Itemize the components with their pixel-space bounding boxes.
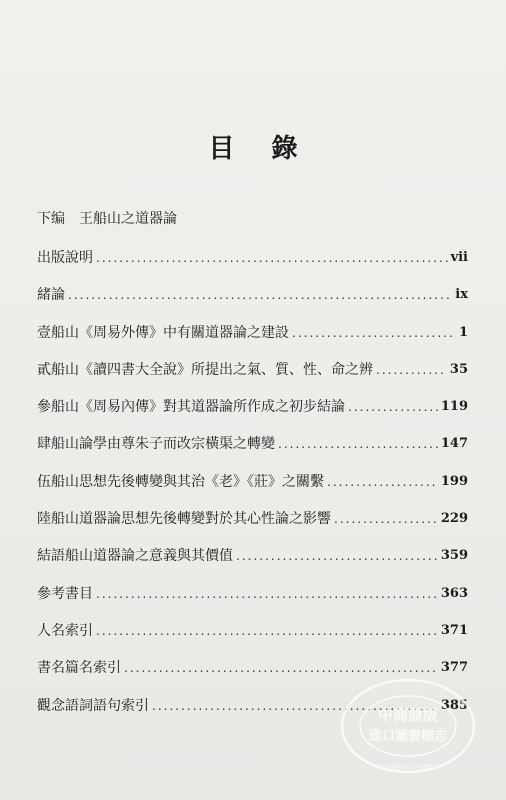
- toc-entry-label: 船山道器論思想先後轉變對於其心性論之影響: [51, 511, 331, 527]
- dot-leader: [348, 397, 438, 417]
- toc-entry-label: 書名篇名索引: [37, 660, 121, 676]
- dot-leader: [292, 323, 456, 343]
- toc-entry-page: 35: [449, 362, 468, 377]
- toc-entry-number: 陸: [37, 511, 51, 527]
- toc-entry-label: 船山思想先後轉變與其治《老》《莊》之關繫: [51, 474, 324, 490]
- dot-leader: [96, 621, 438, 641]
- toc-entry-label: 船山《周易內傳》對其道器論所作成之初步結論: [51, 399, 345, 415]
- toc-entry-page: vii: [450, 250, 468, 265]
- dot-leader: [327, 472, 438, 492]
- toc-entry-chapter-4[interactable]: [37, 434, 468, 454]
- stamp-ring-text: 中華商務進口圖書標志: [377, 764, 439, 771]
- dot-leader: [278, 434, 438, 454]
- toc-entry-page: 371: [440, 623, 468, 638]
- toc-entry-number: 伍: [37, 474, 51, 490]
- section-heading: [37, 208, 177, 228]
- dot-leader: [376, 360, 447, 380]
- page-title: 目 錄: [208, 134, 312, 164]
- toc-entry-introduction[interactable]: [37, 285, 468, 305]
- stamp-line-2: 進口圖書標志: [368, 729, 448, 744]
- toc-entry-number: 壹: [37, 325, 51, 341]
- toc-entry-preface[interactable]: [37, 248, 468, 268]
- toc-entry-page: 147: [440, 436, 468, 451]
- toc-entry-page: 377: [440, 660, 468, 675]
- toc-entry-number: 結語: [37, 548, 65, 564]
- dot-leader: [334, 509, 438, 529]
- toc-entry-page: 363: [440, 586, 468, 601]
- section-prefix: 下编: [37, 211, 65, 227]
- import-stamp-seal: [338, 676, 478, 776]
- toc-entry-page: 119: [440, 399, 468, 414]
- toc-entry-label: 觀念語詞語句索引: [37, 698, 149, 714]
- toc-entry-page: 229: [440, 511, 468, 526]
- toc-entry-page: ix: [455, 287, 468, 302]
- toc-entry-number: 肆: [37, 436, 51, 452]
- toc-entry-page: 199: [440, 474, 468, 489]
- toc-entry-page: 359: [440, 548, 468, 563]
- toc-entry-bibliography[interactable]: [37, 584, 468, 604]
- toc-entry-label: 參考書目: [37, 586, 93, 602]
- dot-leader: [96, 248, 448, 268]
- dot-leader: [96, 584, 438, 604]
- dot-leader: [68, 285, 452, 305]
- toc-entry-page: 1: [458, 325, 468, 340]
- toc-entry-label: 人名索引: [37, 623, 93, 639]
- dot-leader: [124, 658, 438, 678]
- toc-entry-chapter-2[interactable]: [37, 360, 468, 380]
- toc-entry-chapter-1[interactable]: [37, 323, 468, 343]
- toc-entry-label: 船山《周易外傳》中有關道器論之建設: [51, 325, 289, 341]
- dot-leader: [236, 546, 438, 566]
- toc-entry-conclusion[interactable]: [37, 546, 468, 566]
- toc-entry-title-index[interactable]: [37, 658, 468, 678]
- toc-entry-label: 緒論: [37, 287, 65, 303]
- stamp-line-1: 中商原版: [377, 706, 439, 724]
- toc-entry-number: 貳: [37, 362, 51, 378]
- toc-entry-label: 船山《讀四書大全說》所提出之氣、質、性、命之辨: [51, 362, 373, 378]
- toc-entry-label: 船山論學由尊朱子而改宗橫渠之轉變: [51, 436, 275, 452]
- toc-entry-label: 出版說明: [37, 250, 93, 266]
- toc-entry-number: 參: [37, 399, 51, 415]
- toc-entry-chapter-3[interactable]: [37, 397, 468, 417]
- toc-entry-chapter-5[interactable]: [37, 472, 468, 492]
- section-name: 王船山之道器論: [79, 211, 177, 227]
- toc-entry-chapter-6[interactable]: [37, 509, 468, 529]
- toc-entry-page: 385: [440, 698, 468, 713]
- toc-entry-label: 船山道器論之意義與其價值: [65, 548, 233, 564]
- toc-entry-name-index[interactable]: [37, 621, 468, 641]
